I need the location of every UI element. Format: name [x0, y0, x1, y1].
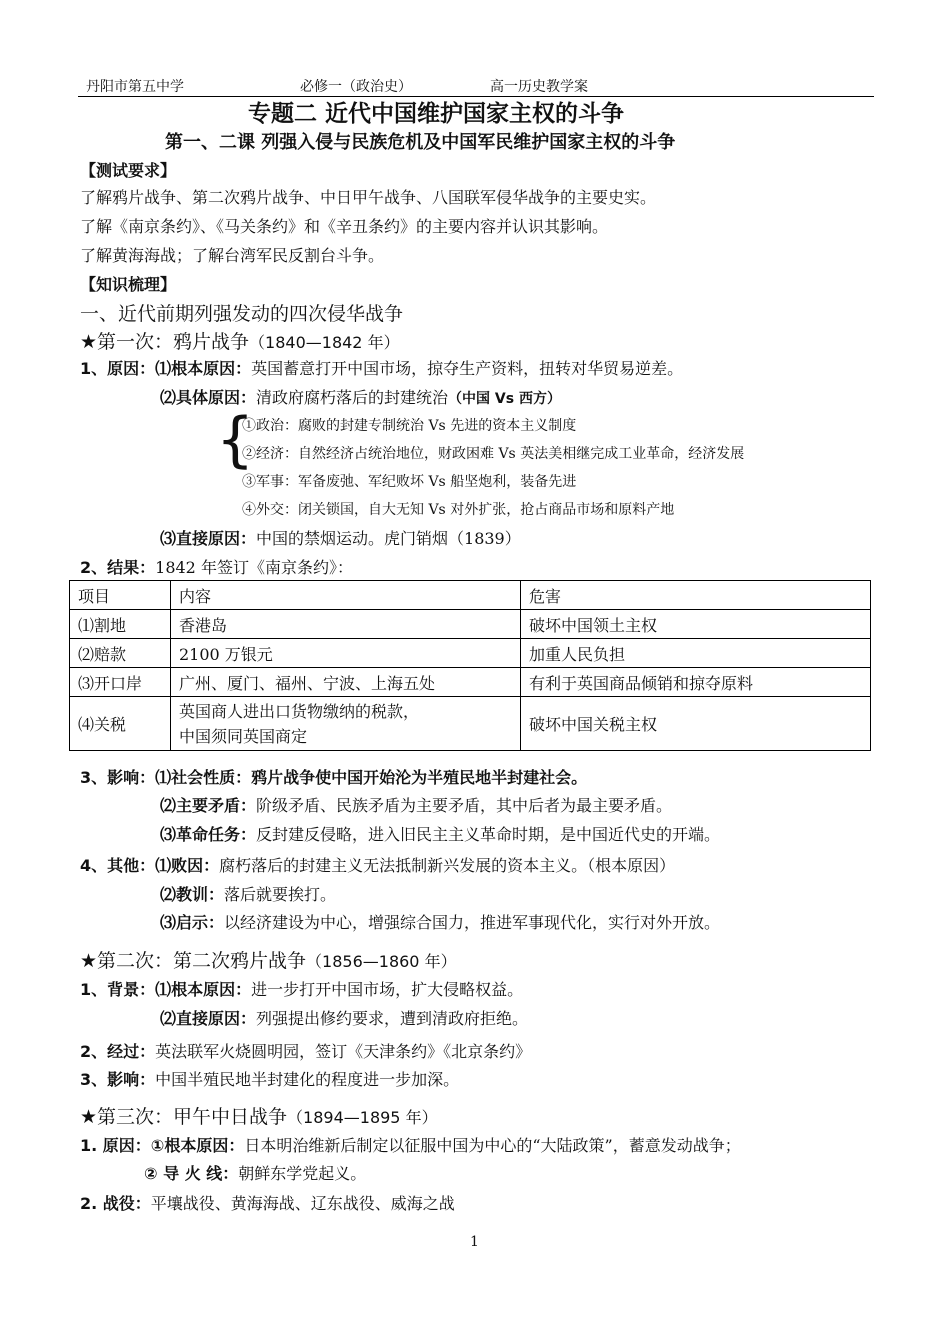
impact-label: 3、影响： — [80, 768, 156, 787]
direct-cause-text: 中国的禁烟运动。虎门销烟（1839） — [256, 529, 521, 548]
cause-item-label: ② 导 火 线： — [144, 1164, 239, 1183]
specific-cause-label: ⑵具体原因： — [160, 388, 257, 407]
battle-label: 2. 战役： — [80, 1194, 151, 1213]
specific-cause-text: 清政府腐朽落后的封建统治 — [256, 388, 449, 407]
table-header-row — [70, 581, 871, 610]
war3-battles — [80, 1191, 455, 1214]
treaty-table — [69, 580, 871, 751]
war1-impact — [80, 765, 587, 788]
table-cell: 广州、厦门、福州、宁波、上海五处 — [171, 668, 521, 697]
background-item-text: 进一步打开中国市场，扩大侵略权益。 — [251, 980, 524, 999]
war3-cause-2 — [144, 1161, 366, 1184]
impact-text: 中国半殖民地半封建化的程度进一步加深。 — [155, 1070, 460, 1089]
impact-item-label: ⑵主要矛盾： — [160, 796, 257, 815]
specific-sub-item: ③军事：军备废弛、军纪败坏 Vs 船坚炮利，装备先进 — [242, 474, 577, 490]
table-cell: ⑵赔款 — [70, 639, 171, 668]
impact-item-label: ⑶革命任务： — [160, 825, 257, 844]
war1-other — [80, 853, 675, 876]
header-plan: 高一历史教学案 — [490, 79, 588, 95]
war3-title-text: ★第三次：甲午中日战争 — [80, 1106, 288, 1128]
war1-other-3 — [160, 910, 720, 933]
war1-direct-cause — [160, 526, 521, 549]
other-item-label: ⑶启示： — [160, 913, 225, 932]
specific-sub-item: ①政治：腐败的封建专制统治 Vs 先进的资本主义制度 — [242, 418, 577, 434]
war1-impact-2 — [160, 793, 672, 816]
result-label: 2、结果： — [80, 558, 156, 577]
table-header: 危害 — [521, 581, 871, 610]
requirement-line: 了解鸦片战争、第二次鸦片战争、中日甲午战争、八国联军侵华战争的主要史实。 — [80, 188, 657, 207]
table-cell: 香港岛 — [171, 610, 521, 639]
background-item-label: ⑴根本原因： — [155, 980, 252, 999]
requirement-line: 了解《南京条约》、《马关条约》和《辛丑条约》的主要内容并认识其影响。 — [80, 217, 609, 236]
war1-title — [80, 327, 400, 354]
requirement-line: 了解黄海海战；了解台湾军民反割台斗争。 — [80, 246, 385, 265]
table-header: 项目 — [70, 581, 171, 610]
direct-cause-label: ⑶直接原因： — [160, 529, 257, 548]
root-cause-text: 英国蓄意打开中国市场，掠夺生产资料，扭转对华贸易逆差。 — [251, 359, 684, 378]
header-school: 丹阳市第五中学 — [86, 79, 184, 95]
table-cell: 2100 万银元 — [171, 639, 521, 668]
war3-title — [80, 1102, 438, 1129]
table-cell: ⑴割地 — [70, 610, 171, 639]
table-cell: 有利于英国商品倾销和掠夺原料 — [521, 668, 871, 697]
other-item-label: ⑵教训： — [160, 885, 225, 904]
war2-years: （1856—1860 年） — [306, 952, 457, 971]
war1-result — [80, 555, 353, 578]
table-row — [70, 639, 871, 668]
header-course: 必修一（政治史） — [300, 79, 412, 95]
table-cell — [171, 697, 521, 751]
war2-title — [80, 946, 457, 973]
cause-label: 1. 原因： — [80, 1136, 151, 1155]
war2-background-2 — [160, 1006, 528, 1029]
specific-sub-item: ④外交：闭关锁国，自大无知 Vs 对外扩张，抢占商品市场和原料产地 — [242, 502, 675, 518]
battle-text: 平壤战役、黄海海战、辽东战役、威海之战 — [150, 1194, 455, 1213]
page-number: 1 — [470, 1234, 479, 1250]
knowledge-heading: 【知识梳理】 — [80, 275, 177, 294]
war1-cause-line — [80, 356, 683, 379]
table-cell: 破坏中国领土主权 — [521, 610, 871, 639]
section-heading: 一、近代前期列强发动的四次侵华战争 — [80, 303, 404, 325]
other-item-text: 落后就要挨打。 — [224, 885, 337, 904]
war2-title-text: ★第二次：第二次鸦片战争 — [80, 950, 307, 972]
specific-sub-item: ②经济：自然经济占统治地位，财政困难 Vs 英法美相继完成工业革命，经济发展 — [242, 446, 745, 462]
war1-years: （1840—1842 年） — [249, 333, 400, 352]
impact-item-text: 阶级矛盾、民族矛盾为主要矛盾，其中后者为最主要矛盾。 — [256, 796, 673, 815]
background-label: 1、背景： — [80, 980, 156, 999]
process-label: 2、经过： — [80, 1042, 156, 1061]
other-label: 4、其他： — [80, 856, 156, 875]
table-cell: ⑶开口岸 — [70, 668, 171, 697]
background-item-label: ⑵直接原因： — [160, 1009, 257, 1028]
impact-item-label: ⑴社会性质： — [155, 768, 252, 787]
war1-impact-3 — [160, 822, 720, 845]
impact-label: 3、影响： — [80, 1070, 156, 1089]
table-cell: 加重人民负担 — [521, 639, 871, 668]
table-row — [70, 610, 871, 639]
table-header: 内容 — [171, 581, 521, 610]
war2-process — [80, 1039, 531, 1062]
result-text: 1842 年签订《南京条约》： — [155, 558, 353, 577]
process-text: 英法联军火烧圆明园，签订《天津条约》《北京条约》 — [155, 1042, 532, 1061]
war1-title-text: ★第一次：鸦片战争 — [80, 331, 250, 353]
cause-item-text: 日本明治维新后制定以征服中国为中心的“大陆政策”，蓄意发动战争； — [244, 1136, 741, 1155]
table-row — [70, 668, 871, 697]
war3-cause — [80, 1133, 741, 1156]
impact-item-text: 鸦片战争使中国开始沦为半殖民地半封建社会。 — [251, 768, 588, 787]
table-cell-line: 英国商人进出口货物缴纳的税款， — [179, 701, 420, 721]
background-item-text: 列强提出修约要求，遭到清政府拒绝。 — [256, 1009, 529, 1028]
page-title: 专题二 近代中国维护国家主权的斗争 — [248, 101, 625, 127]
other-item-label: ⑴败因： — [155, 856, 220, 875]
page-subtitle: 第一、二课 列强入侵与民族危机及中国军民维护国家主权的斗争 — [165, 132, 676, 153]
table-row — [70, 697, 871, 751]
root-cause-label: ⑴根本原因： — [155, 359, 252, 378]
table-cell: 破坏中国关税主权 — [521, 697, 871, 751]
impact-item-text: 反封建反侵略，进入旧民主主义革命时期，是中国近代史的开端。 — [256, 825, 721, 844]
cause-item-text: 朝鲜东学党起义。 — [238, 1164, 367, 1183]
war1-other-2 — [160, 882, 336, 905]
war2-background — [80, 977, 523, 1000]
cause-item-label: ①根本原因： — [150, 1136, 245, 1155]
war2-impact — [80, 1067, 459, 1090]
other-item-text: 以经济建设为中心，增强综合国力，推进军事现代化，实行对外开放。 — [224, 913, 721, 932]
other-item-text: 腐朽落后的封建主义无法抵制新兴发展的资本主义。（根本原因） — [219, 856, 676, 875]
specific-cause-note: （中国 Vs 西方） — [448, 391, 561, 407]
cause-label: 1、原因： — [80, 359, 156, 378]
war3-years: （1894—1895 年） — [287, 1108, 438, 1127]
requirements-heading: 【测试要求】 — [80, 161, 177, 180]
table-cell: ⑷关税 — [70, 697, 171, 751]
brace-icon: { — [216, 405, 255, 475]
table-cell-line: 中国须同英国商定 — [179, 726, 308, 746]
